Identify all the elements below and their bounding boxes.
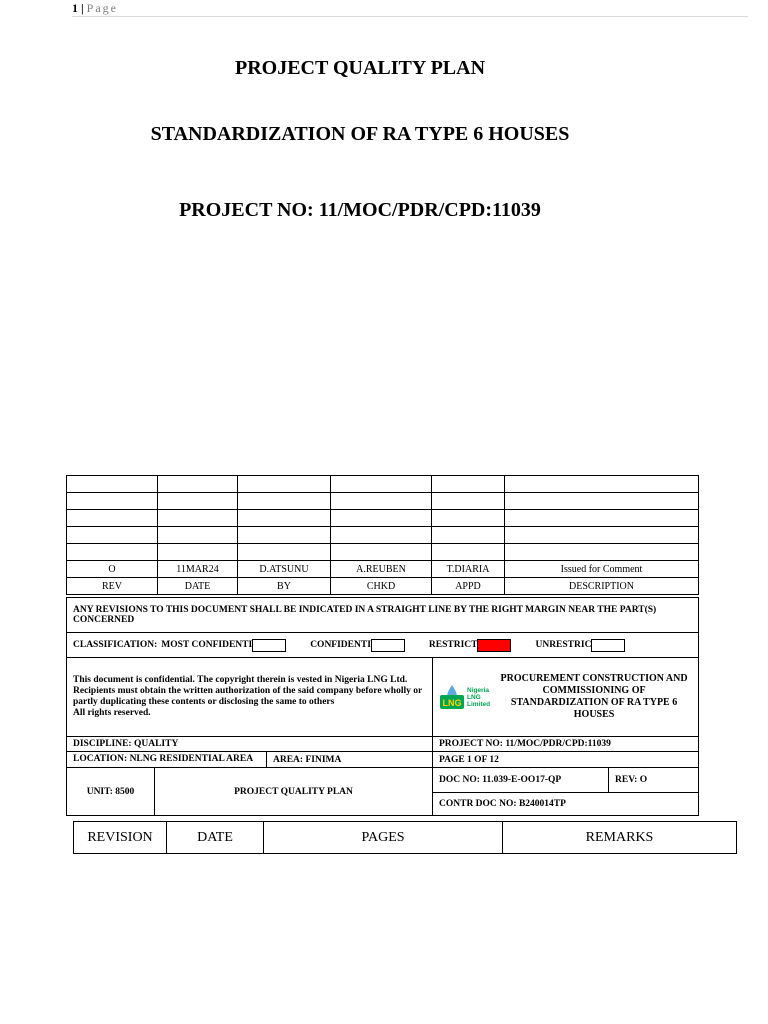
classification-option-label: UNRESTRIC (535, 640, 592, 650)
page-label: Page (86, 1, 118, 15)
classification-option-restricted (429, 639, 512, 652)
plan-title-cell: PROJECT QUALITY PLAN (155, 768, 433, 816)
doc-number-cell: DOC NO: 11.039-E-OO17-QP (433, 768, 609, 793)
svg-text:LNG: LNG (442, 698, 462, 708)
description-cell: Issued for Comment (505, 561, 699, 578)
revision-column-header: REVISION (74, 822, 167, 854)
logo-text-nigeria: Nigeria (467, 686, 490, 694)
classification-option-most-confidential (161, 639, 286, 652)
revision-data-row (67, 561, 699, 578)
nlng-logo-icon (439, 683, 465, 711)
document-title: PROJECT QUALITY PLAN (234, 57, 486, 79)
revision-notice: ANY REVISIONS TO THIS DOCUMENT SHALL BE INDICATED IN A STRAIGHT LINE BY THE RIGHT MARGIN NEAR THE PART(S) CONCERNED (67, 598, 699, 633)
confidentiality-statement: This document is confidential. The copyright therein is vested in Nigeria LNG Ltd. Recipients must obtain the written authorization of the said company before wholly or partly duplicating these contents or disclosing the same to others (73, 675, 423, 707)
classification-checkbox-most-confidential[interactable] (252, 639, 286, 652)
classification-checkbox-confidential[interactable] (371, 639, 405, 652)
remarks-header-row (74, 822, 737, 854)
procurement-cell (433, 658, 699, 737)
revision-empty-row (67, 510, 699, 527)
logo-text-lng: LNG (467, 693, 481, 701)
date-column-header: DATE (167, 822, 264, 854)
by-cell: D.ATSUNU (238, 561, 331, 578)
revision-empty-row (67, 544, 699, 561)
rev-cell: O (67, 561, 158, 578)
classification-checkbox-unrestricted[interactable] (591, 639, 625, 652)
rev-value-cell: REV: O (609, 768, 699, 793)
contract-doc-number-cell: CONTR DOC NO: B240014TP (433, 793, 699, 816)
page-separator: | (81, 1, 84, 15)
appd-header: APPD (432, 578, 505, 595)
procurement-title: PROCUREMENT CONSTRUCTION AND COMMISSIONING OF STANDARDIZATION OF RA TYPE 6 HOUSES (500, 673, 688, 720)
confidentiality-cell (67, 658, 433, 737)
chkd-header: CHKD (331, 578, 432, 595)
remarks-column-header: REMARKS (503, 822, 737, 854)
by-header: BY (238, 578, 331, 595)
classification-option-label: CONFIDENTI (310, 640, 371, 650)
appd-cell: T.DIARIA (432, 561, 505, 578)
date-header: DATE (158, 578, 238, 595)
project-number-title: PROJECT NO: 11/MOC/PDR/CPD:11039 (179, 199, 541, 221)
page-header (72, 0, 748, 17)
unit-cell: UNIT: 8500 (67, 768, 155, 816)
revision-header-row (67, 578, 699, 595)
date-cell: 11MAR24 (158, 561, 238, 578)
classification-label: CLASSIFICATION: (73, 640, 158, 650)
classification-option-label: MOST CONFIDENTI (161, 640, 253, 650)
classification-option-label: RESTRICT (428, 640, 478, 650)
revision-table (66, 475, 699, 595)
classification-checkbox-restricted[interactable] (477, 639, 511, 652)
document-info-table (66, 597, 699, 816)
rev-header: REV (67, 578, 158, 595)
description-header: DESCRIPTION (505, 578, 699, 595)
nlng-logo (439, 683, 490, 711)
document-subtitle: STANDARDIZATION OF RA TYPE 6 HOUSES (150, 123, 570, 145)
classification-option-confidential (310, 639, 405, 652)
classification-option-unrestricted (535, 639, 625, 652)
location-cell: LOCATION: NLNG RESIDENTIAL AREA (67, 752, 267, 768)
discipline-cell: DISCIPLINE: QUALITY (67, 737, 433, 752)
logo-text-limited: Limited (467, 700, 491, 708)
revision-empty-row (67, 493, 699, 510)
pages-column-header: PAGES (264, 822, 503, 854)
revision-empty-row (67, 476, 699, 493)
revision-empty-row (67, 527, 699, 544)
rights-reserved: All rights reserved. (73, 708, 151, 718)
project-number-cell: PROJECT NO: 11/MOC/PDR/CPD:11039 (433, 737, 699, 752)
chkd-cell: A.REUBEN (331, 561, 432, 578)
page-number: 1 (72, 1, 78, 15)
area-cell: AREA: FINIMA (267, 752, 433, 768)
classification-row (67, 633, 699, 658)
remarks-table (73, 821, 737, 854)
page-count-cell: PAGE 1 OF 12 (433, 752, 699, 768)
